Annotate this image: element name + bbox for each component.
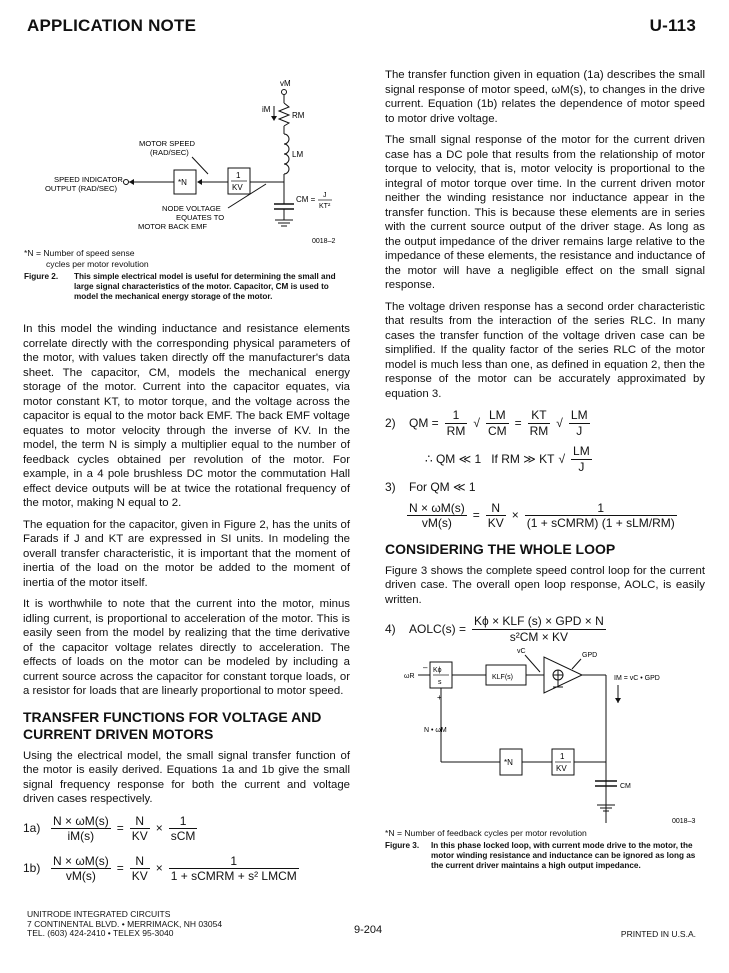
fig3-kv-den: KV	[556, 764, 567, 773]
figure-3	[382, 645, 712, 890]
lm-label: LM	[292, 150, 304, 159]
fig3-n-box: *N	[504, 758, 513, 767]
whole-loop-heading: CONSIDERING THE WHOLE LOOP	[385, 540, 616, 557]
right-column	[385, 68, 705, 650]
im-label: iM	[262, 105, 271, 114]
eq3-den1: vM(s)	[421, 516, 452, 530]
header-doc-number: U-113	[649, 16, 696, 35]
rm-label: RM	[292, 111, 305, 120]
eq3-den2: KV	[487, 516, 504, 530]
eq2-r2n: LM	[570, 408, 588, 422]
plus-sign: +	[437, 693, 442, 702]
eq2-r2d: J	[576, 423, 583, 438]
eq4-lhs: AOLC(s) =	[409, 621, 467, 636]
printed-in: PRINTED IN U.S.A.	[620, 929, 696, 939]
eq1b-num1: N × ωM(s)	[53, 853, 109, 868]
vm-label: vM	[280, 79, 291, 88]
figure-3-caption	[385, 841, 707, 871]
eq2-label: 2)	[385, 415, 396, 430]
eq2-f2d: RM	[529, 423, 549, 438]
vc-label: vC	[517, 648, 526, 655]
gpd-label: GPD	[582, 652, 598, 659]
wr-label: ωR	[404, 673, 415, 680]
motor-speed-label: MOTOR SPEED	[139, 139, 195, 148]
speed-indicator-label: SPEED INDICATOR	[54, 175, 123, 184]
eq1a-label: 1a)	[23, 821, 41, 836]
eq4-label: 4)	[385, 621, 396, 636]
eq3-den3: (1 + sCMRM) (1 + sLM/RM)	[526, 516, 675, 530]
eq2-lhs: QM =	[409, 415, 439, 430]
eq1b-den2: KV	[131, 869, 148, 883]
equation-3-condition	[385, 480, 705, 495]
right-paragraph-1: The transfer function given in equation (1a) describes the small signal response of motor speed, ωM(s), to changes in the drive current. Equation (1b) relates the dependence of motor speed to motor drive voltage.	[385, 69, 705, 125]
right-paragraph-3: The voltage driven response has a second order characteristic that results from the interaction of the series RLC. In many cases the transfer function of the voltage driven case can be simplified. If the quality factor of the series RLC of the motor model is much less than one, as defined in equation 2, then the response of the motor can be accurately approximated by equation 3.	[385, 300, 705, 400]
cm-label: CM =	[296, 195, 316, 204]
left-column	[23, 322, 350, 890]
s-label: s	[438, 679, 442, 686]
eq3-num3: 1	[525, 501, 677, 517]
page-number: 9-204	[354, 924, 383, 936]
eq1a-den2: KV	[131, 829, 148, 843]
figure-2-schematic	[22, 70, 352, 265]
figure-3-caption-text: In this phase locked loop, with current mode drive to the motor, the motor winding resistance and inductance can be ignored as long as the current driver maintains a high output impedance.	[431, 841, 696, 870]
eq1a-num1: N × ωM(s)	[53, 813, 109, 828]
figure-3-code: 0018–3	[672, 818, 696, 825]
eq1a-num2: N	[130, 814, 150, 830]
eq2b-rn: LM	[573, 444, 590, 458]
eq2-r1d: CM	[487, 423, 507, 438]
figure-3-note: *N = Number of feedback cycles per motor revolution	[385, 828, 587, 838]
eq1b-label: 1b)	[23, 861, 41, 876]
eq2-r1n: LM	[486, 408, 509, 424]
eq2-f1n: 1	[445, 408, 468, 424]
right-paragraph-4: Figure 3 shows the complete speed control loop for the current driven case. The overall open loop response, AOLC, is easily written.	[385, 564, 705, 606]
left-paragraph-2: The equation for the capacitor, given in Figure 2, has the units of Farads if J and KT are expressed in SI units. In modeling the overall transfer characteristic, it is important that the moment of inertia of the load on the motor be added to the moment of inertia of the motor itself.	[23, 518, 350, 589]
footer-company	[27, 910, 222, 939]
header-title: APPLICATION NOTE	[27, 16, 197, 35]
kphi-label: Kϕ	[433, 667, 442, 674]
figure-2-caption	[24, 272, 354, 302]
figure-3-caption-label: Figure 3.	[385, 841, 420, 850]
figure-2	[22, 70, 352, 320]
figure-2-note-line2: cycles per motor revolution	[46, 258, 149, 269]
cm-den: KT²	[319, 203, 331, 210]
speed-output-label: OUTPUT (RAD/SEC)	[45, 184, 118, 193]
eq1a-num3: 1	[169, 814, 198, 830]
eq4-den: s²CM × KV	[509, 629, 569, 644]
eq3-num2: N	[486, 501, 506, 517]
eq2-f2n: KT	[528, 408, 551, 424]
equation-1b: 1b) $\frac{N \times \omega M(s)}{vM(s)}$ = $\frac{N}{KV}$ × $\frac{1}{\text{1 + sCMRM + s² LMCM}}$	[23, 853, 297, 883]
equation-3: $\frac{N \times \omega M(s)}{vM(s)}$ = $\frac{N}{KV}$ × $\frac{1}{\text{(1 + sCMRM) (1 + sLM/RM)}}$	[409, 500, 675, 530]
kv-den: KV	[232, 183, 243, 192]
eq2b-rd: J	[578, 459, 585, 474]
eq3-num1: N × ωM(s)	[409, 500, 465, 515]
figure-2-note	[24, 248, 149, 269]
left-paragraph-4: Using the electrical model, the small signal transfer function of the motor is easily derived. Equations 1a and 1b give the small signal frequency response for both the current and voltage driven cases respectively.	[23, 749, 350, 805]
fig3-cm-label: CM	[620, 783, 631, 790]
eq1b-num3: 1	[169, 854, 299, 870]
kv-num: 1	[236, 171, 241, 180]
figure-2-caption-text: This simple electrical model is useful for determining the small and large signal characteristics of the motor. Capacitor, CM is used to model the mechanical energy storage of the motor.	[74, 272, 336, 301]
eq2-f1d: RM	[446, 423, 466, 438]
node-voltage-label: NODE VOLTAGE	[162, 204, 221, 213]
minus-sign: –	[423, 663, 428, 672]
eq1b-den1: vM(s)	[65, 869, 96, 883]
im-eq-label: IM = vC • GPD	[614, 675, 660, 682]
eq3-cond: For QM ≪ 1	[409, 480, 476, 494]
eq3-label: 3)	[385, 480, 396, 494]
footer-company-name: UNITRODE INTEGRATED CIRCUITS	[27, 909, 171, 919]
nwm-label: N • ωM	[424, 727, 447, 734]
rad-sec-label: (RAD/SEC)	[150, 148, 189, 157]
right-paragraph-2: The small signal response of the motor for the current driven case has a DC pole that results from the relationship of motor torque to velocity, that is, motor velocity is proportional to the integral of motor torque over time. In the current driven motor neither the winding resistance nor inductance appear in the transfer function. This is because these elements are in series with the current source output of the driver stage. As long as the output impedance of the driver remains large relative to the impedance of these elements, the resistance and inductance of the motor will have a negligible effect on the small signal response.	[385, 134, 705, 291]
n-box: *N	[178, 178, 187, 187]
figure-2-code: 0018–2	[312, 238, 336, 245]
klf-label: KLF(s)	[492, 674, 513, 681]
figure-2-note-line1: *N = Number of speed sense	[24, 248, 135, 258]
footer-company-phone: TEL. (603) 424-2410 • TELEX 95-3040	[27, 928, 174, 938]
equates-to-label: EQUATES TO	[176, 213, 225, 222]
figure-3-schematic	[382, 645, 712, 825]
footer-company-address: 7 CONTINENTAL BLVD. • MERRIMACK, NH 03054	[27, 918, 223, 929]
fig3-kv-num: 1	[560, 752, 565, 761]
eq1b-den3: 1 + sCMRM + s² LMCM	[170, 869, 297, 883]
eq1a-den3: sCM	[170, 829, 196, 843]
equation-2b: ∴ QM ≪ 1 If RM ≫ KT √ $\frac{LM}{J}$	[425, 444, 590, 474]
eq1b-num2: N	[130, 854, 150, 870]
eq1a-den1: iM(s)	[67, 829, 95, 843]
transfer-functions-heading: TRANSFER FUNCTIONS FOR VOLTAGE AND CURRENT DRIVEN MOTORS	[23, 708, 322, 742]
cm-num: J	[323, 192, 327, 199]
equation-1a: 1a) $\frac{N \times \omega M(s)}{iM(s)}$ = $\frac{N}{KV}$ × $\frac{1}{\text{sCM}}$	[23, 813, 196, 843]
equation-2: 2) QM = $\frac{1}{RM}$ √ $\frac{LM}{CM}$ = $\frac{KT}{RM}$ √ $\frac{LM}{J}$	[385, 408, 588, 438]
eq2b-text: ∴ QM ≪ 1 If RM ≫ KT	[425, 451, 555, 466]
left-paragraph-1: In this model the winding inductance and resistance elements correlate directly with the corresponding physical parameters of the motor, with values taken directly off the manufacturer's data sheet. The capacitor, CM, models the mechanical energy storage of the motor. Current into the capacitor equates, via motor constant KT, to motor torque, and the voltage across the capacitor is equal to the motor back EMF. The back EMF voltage equates to motor velocity through the inverse of KV. In the model, the term N is simply a multiplier equal to the number of feedback cycles obtained per revolution of the motor. For example, in a 4 pole brushless DC motor the commutation Hall effect device outputs will be at twice the rotational frequency of the motor, making N equal to 2.	[23, 323, 350, 509]
left-paragraph-3: It is worthwhile to note that the current into the motor, minus idling current, is proportional to acceleration of the motor. This is easily seen from the model by realizing that the time derivative of the capacitor voltage relates directly to acceleration. The effects of loads on the motor can be modeled by including a current source across the capacitor for constant torque loads, or a resistor for loads that are linearly proportional to motor speed.	[23, 598, 350, 697]
figure-2-caption-label: Figure 2.	[24, 272, 59, 281]
equation-4	[385, 614, 705, 644]
eq4-num: Kϕ × KLF (s) × GPD × N	[474, 614, 604, 628]
back-emf-label: MOTOR BACK EMF	[138, 222, 208, 231]
